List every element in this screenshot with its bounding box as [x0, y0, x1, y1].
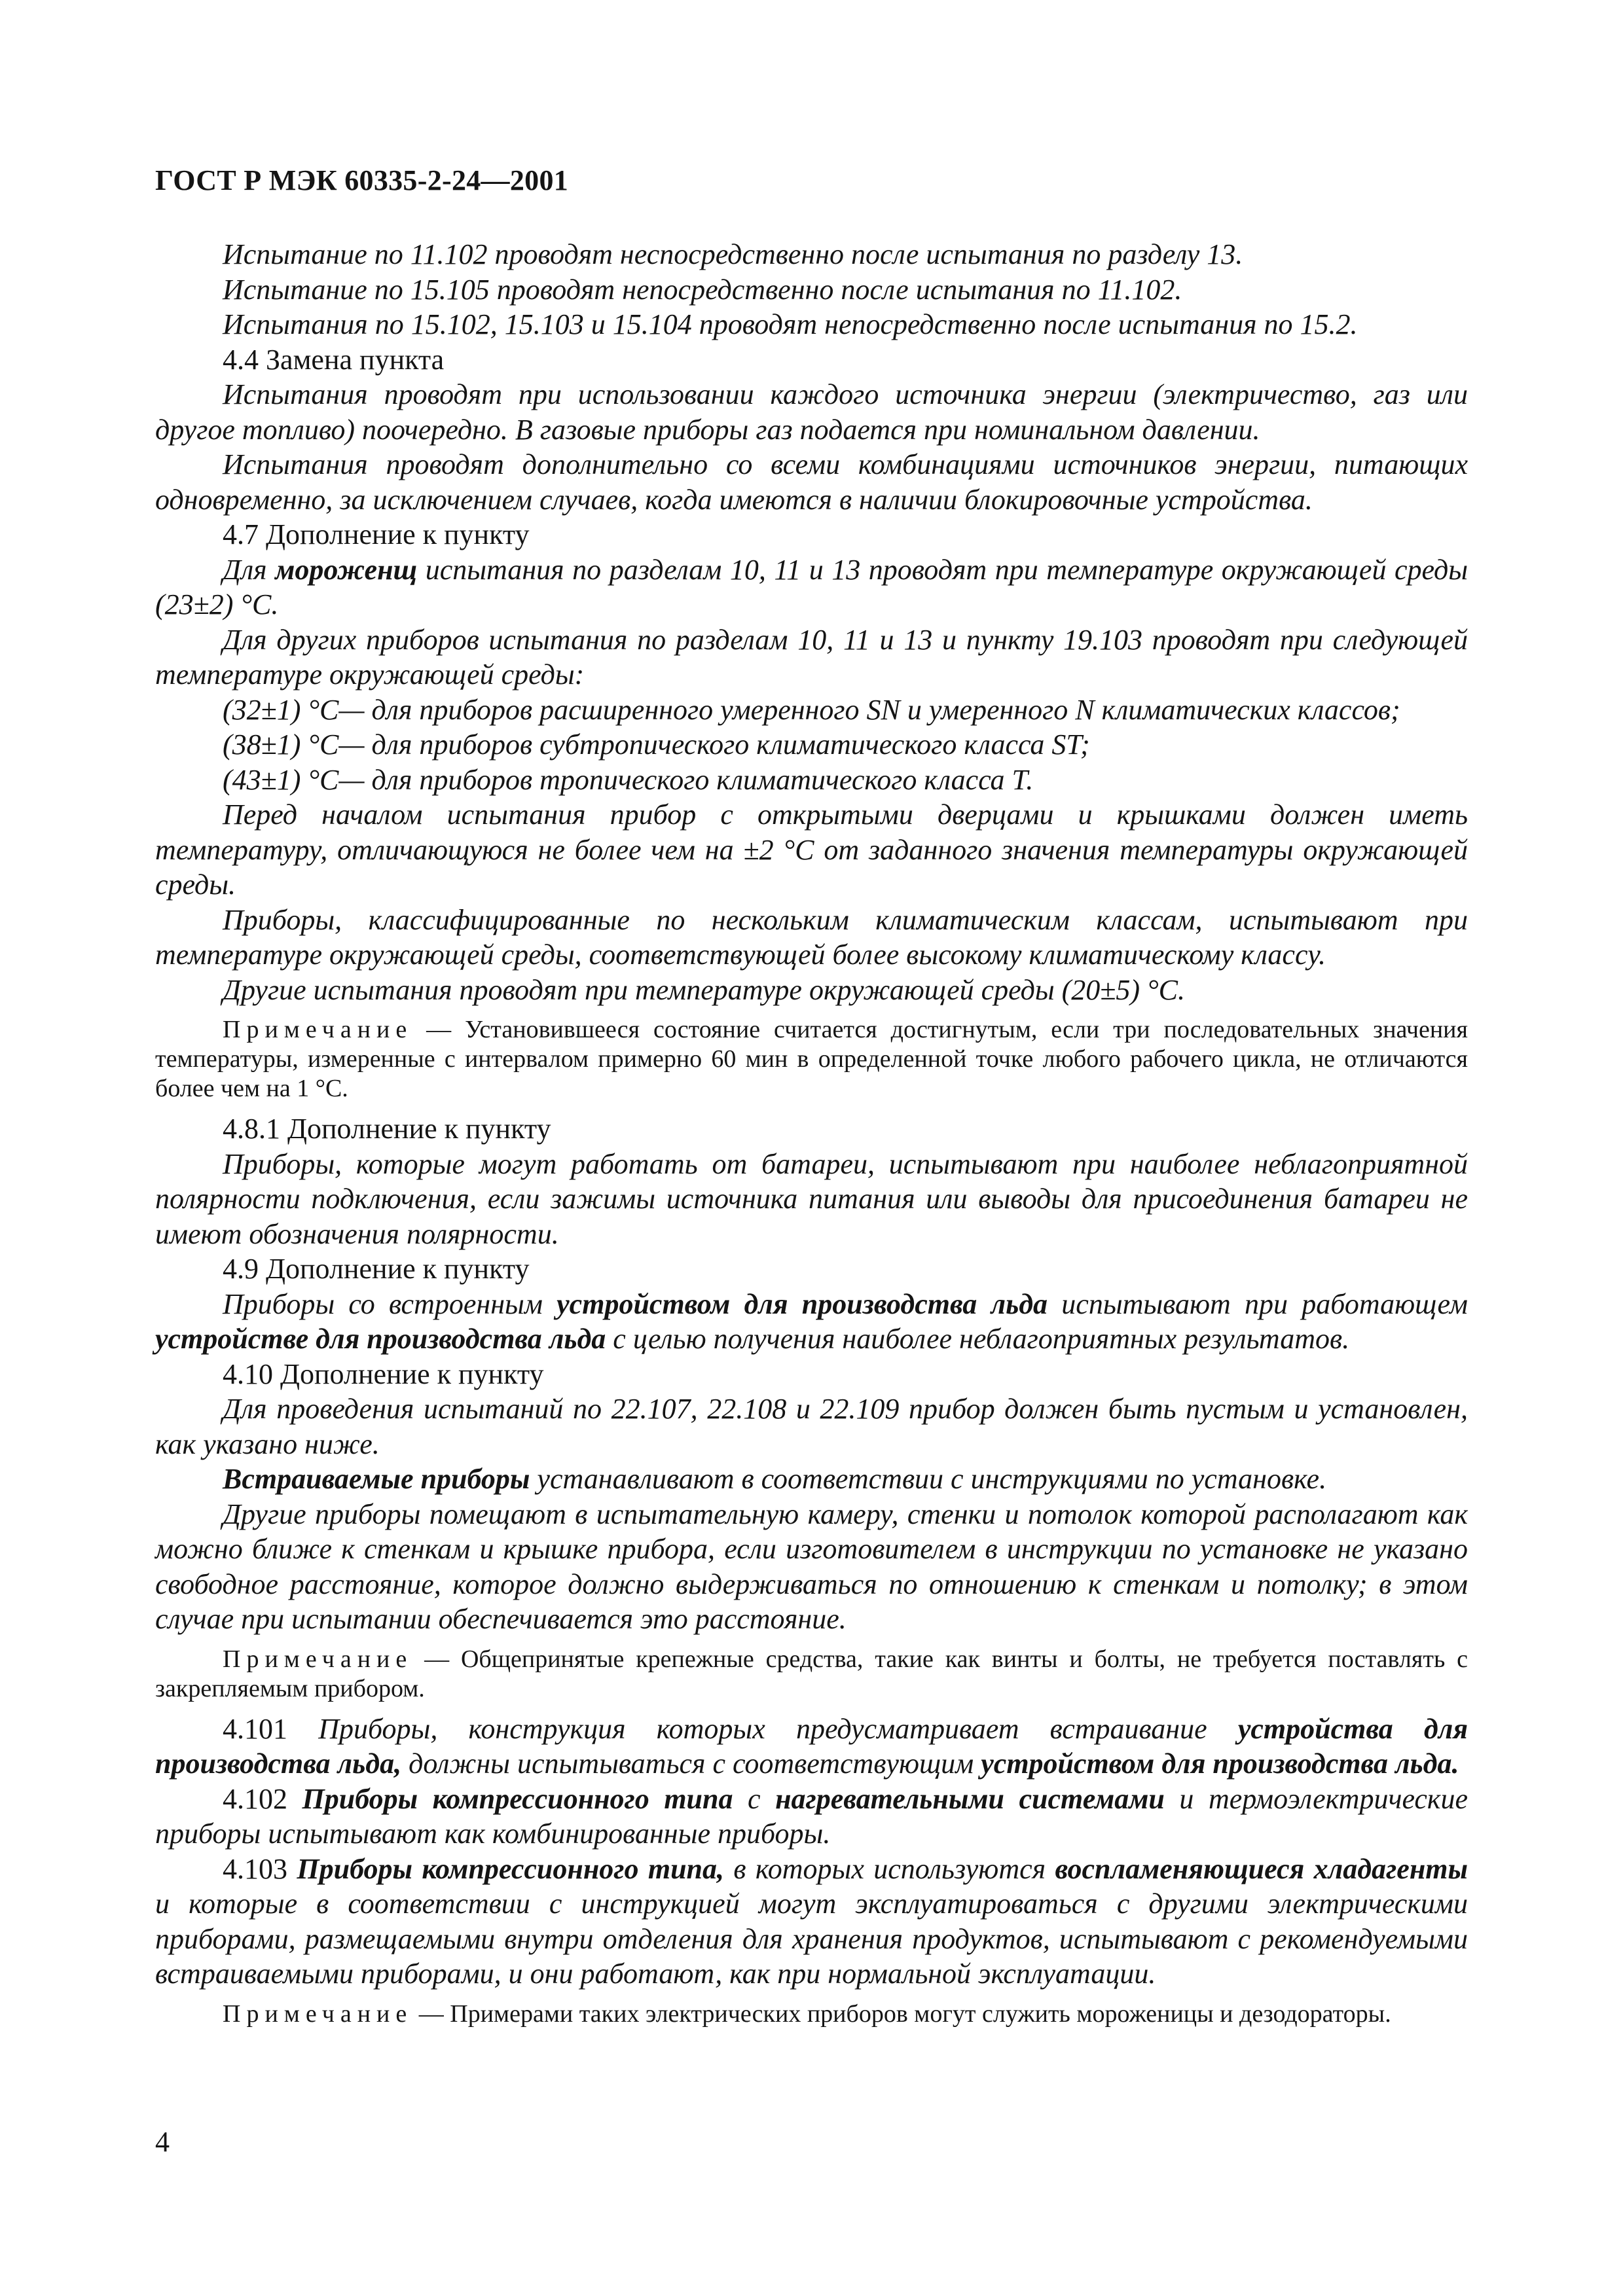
- note: [155, 1645, 1468, 1704]
- bold-term: устройства для производства льда,: [155, 1712, 1468, 1780]
- paragraph: Для проведения испытаний по 22.107, 22.108 и 22.109 прибор должен быть пустым и установлен, как указано ниже.: [155, 1393, 1468, 1460]
- paragraph: Испытание по 15.105 проводят непосредственно после испытания по 11.102.: [223, 273, 1182, 306]
- bold-term: Приборы компрессионного типа,: [297, 1852, 725, 1885]
- paragraph: Другие приборы помещают в испытательную камеру, стенки и потолок которой располагают как можно ближе к стенкам и крышке прибора, если изготовителем в инструкции по установке не указано свободное расстояние, которое должно выдерживаться по отношению к стенкам и потолку; в этом случае при испытании обеспечивается это расстояние.: [155, 1498, 1468, 1635]
- note-text: — Установившееся состояние считается достигнутым, если три последовательных значения температуры, измеренные с интервалом примерно 60 мин в определенной точке любого рабочего цикла, не отличаются более чем на 1 °С.: [155, 1016, 1468, 1102]
- note-text: — Общепринятые крепежные средства, такие как винты и болты, не требуется поставлять с закрепляемым прибором.: [155, 1645, 1468, 1702]
- bold-term: устройством для производства льда: [556, 1287, 1048, 1320]
- text-run: Для: [223, 553, 276, 586]
- note-label: Примечание: [223, 1016, 413, 1043]
- paragraph: (38±1) °С— для приборов субтропического климатического класса ST;: [223, 728, 1090, 761]
- clause-number: 4.102: [223, 1782, 302, 1815]
- page-number: 4: [155, 2126, 170, 2158]
- document-body: [155, 237, 1468, 2037]
- text-run: должны испытываться с соответствующим: [401, 1748, 981, 1780]
- text-run: испытывают при работающем: [1048, 1287, 1468, 1320]
- paragraph: Приборы, классифицированные по нескольким климатическим классам, испытывают при температуре окружающей среды, соответствующей более высокому климатическому классу.: [155, 903, 1468, 971]
- paragraph: Приборы, которые могут работать от батареи, испытывают при наиболее неблагоприятной полярности подключения, если зажимы источника питания или выводы для присоединения батареи не имеют обозначения полярности.: [155, 1147, 1468, 1250]
- text-run: испытания по разделам 10, 11 и 13 проводят при температуре окружающей среды (23±2) °С.: [155, 553, 1468, 620]
- bold-term: воспламеняющиеся хладагенты: [1055, 1852, 1468, 1885]
- paragraph: Испытания по 15.102, 15.103 и 15.104 проводят непосредственно после испытания по 15.2.: [223, 308, 1358, 340]
- section-heading-4-9: 4.9 Дополнение к пункту: [223, 1253, 530, 1285]
- bold-term: Приборы компрессионного типа: [302, 1782, 733, 1815]
- text-run: Приборы со встроенным: [223, 1287, 557, 1320]
- section-heading-4-7: 4.7 Дополнение к пункту: [223, 518, 530, 550]
- bold-term: устройстве для производства льда: [155, 1323, 606, 1355]
- note: [155, 1015, 1468, 1103]
- paragraph: [155, 1462, 1468, 1497]
- document-header: ГОСТ Р МЭК 60335-2-24—2001: [155, 164, 569, 196]
- paragraph: Испытания проводят при использовании каждого источника энергии (электричество, газ или другое топливо) поочередно. В газовые приборы газ подается при номинальном давлении.: [155, 378, 1468, 446]
- paragraph: [155, 1287, 1468, 1357]
- text-run: с: [733, 1782, 776, 1815]
- text-run: и которые в соответствии с инструкцией могут эксплуатироваться с другими электрическими приборами, размещаемыми внутри отделения для хранения продуктов, испытывают с рекомендуемыми встраиваемыми приборами, и они работают, как при нормальной эксплуатации.: [155, 1888, 1468, 1990]
- note-label: Примечание: [223, 2000, 413, 2028]
- note: [155, 2000, 1468, 2029]
- note-label: Примечание: [223, 1645, 413, 1673]
- clause-number: 4.101: [223, 1712, 319, 1745]
- paragraph: Другие испытания проводят при температуре окружающей среды (20±5) °С.: [223, 973, 1186, 1006]
- paragraph: (43±1) °С— для приборов тропического климатического класса Т.: [223, 763, 1034, 796]
- bold-term: устройством для производства льда.: [981, 1748, 1459, 1780]
- paragraph: (32±1) °С— для приборов расширенного умеренного SN и умеренного N климатических классов;: [223, 693, 1400, 726]
- text-run: Приборы, конструкция которых предусматривает встраивание: [318, 1712, 1238, 1745]
- text-run: устанавливают в соответствии с инструкциями по установке.: [530, 1463, 1327, 1495]
- text-run: и термоэлектрические приборы испытывают как комбинированные приборы.: [155, 1782, 1468, 1850]
- paragraph-4-102: [155, 1782, 1468, 1852]
- bold-term: мороженщ: [275, 553, 418, 586]
- paragraph: Испытания проводят дополнительно со всеми комбинациями источников энергии, питающих одновременно, за исключением случаев, когда имеются в наличии блокировочные устройства.: [155, 448, 1468, 516]
- bold-term: нагревательными системами: [775, 1782, 1165, 1815]
- paragraph: Испытание по 11.102 проводят неспосредственно после испытания по разделу 13.: [223, 238, 1243, 270]
- paragraph: Для других приборов испытания по разделам 10, 11 и 13 и пункту 19.103 проводят при следующей температуре окружающей среды:: [155, 623, 1468, 691]
- text-run: в которых используются: [724, 1852, 1055, 1885]
- note-text: — Примерами таких электрических приборов могут служить мороженицы и дезодораторы.: [412, 2000, 1391, 2028]
- section-heading-4-10: 4.10 Дополнение к пункту: [223, 1357, 544, 1390]
- paragraph: [155, 552, 1468, 622]
- section-heading-4-4: 4.4 Замена пункта: [223, 343, 445, 376]
- paragraph: Перед началом испытания прибор с открытыми дверцами и крышками должен иметь температуру, отличающуюся не более чем на ±2 °С от заданного значения температуры окружающей среды.: [155, 798, 1468, 901]
- bold-term: Встраиваемые приборы: [223, 1463, 530, 1495]
- paragraph-4-103: [155, 1852, 1468, 1992]
- text-run: с целью получения наиболее неблагоприятных результатов.: [606, 1323, 1350, 1355]
- clause-number: 4.103: [223, 1852, 297, 1885]
- paragraph-4-101: [155, 1712, 1468, 1782]
- section-heading-4-8-1: 4.8.1 Дополнение к пункту: [223, 1113, 551, 1145]
